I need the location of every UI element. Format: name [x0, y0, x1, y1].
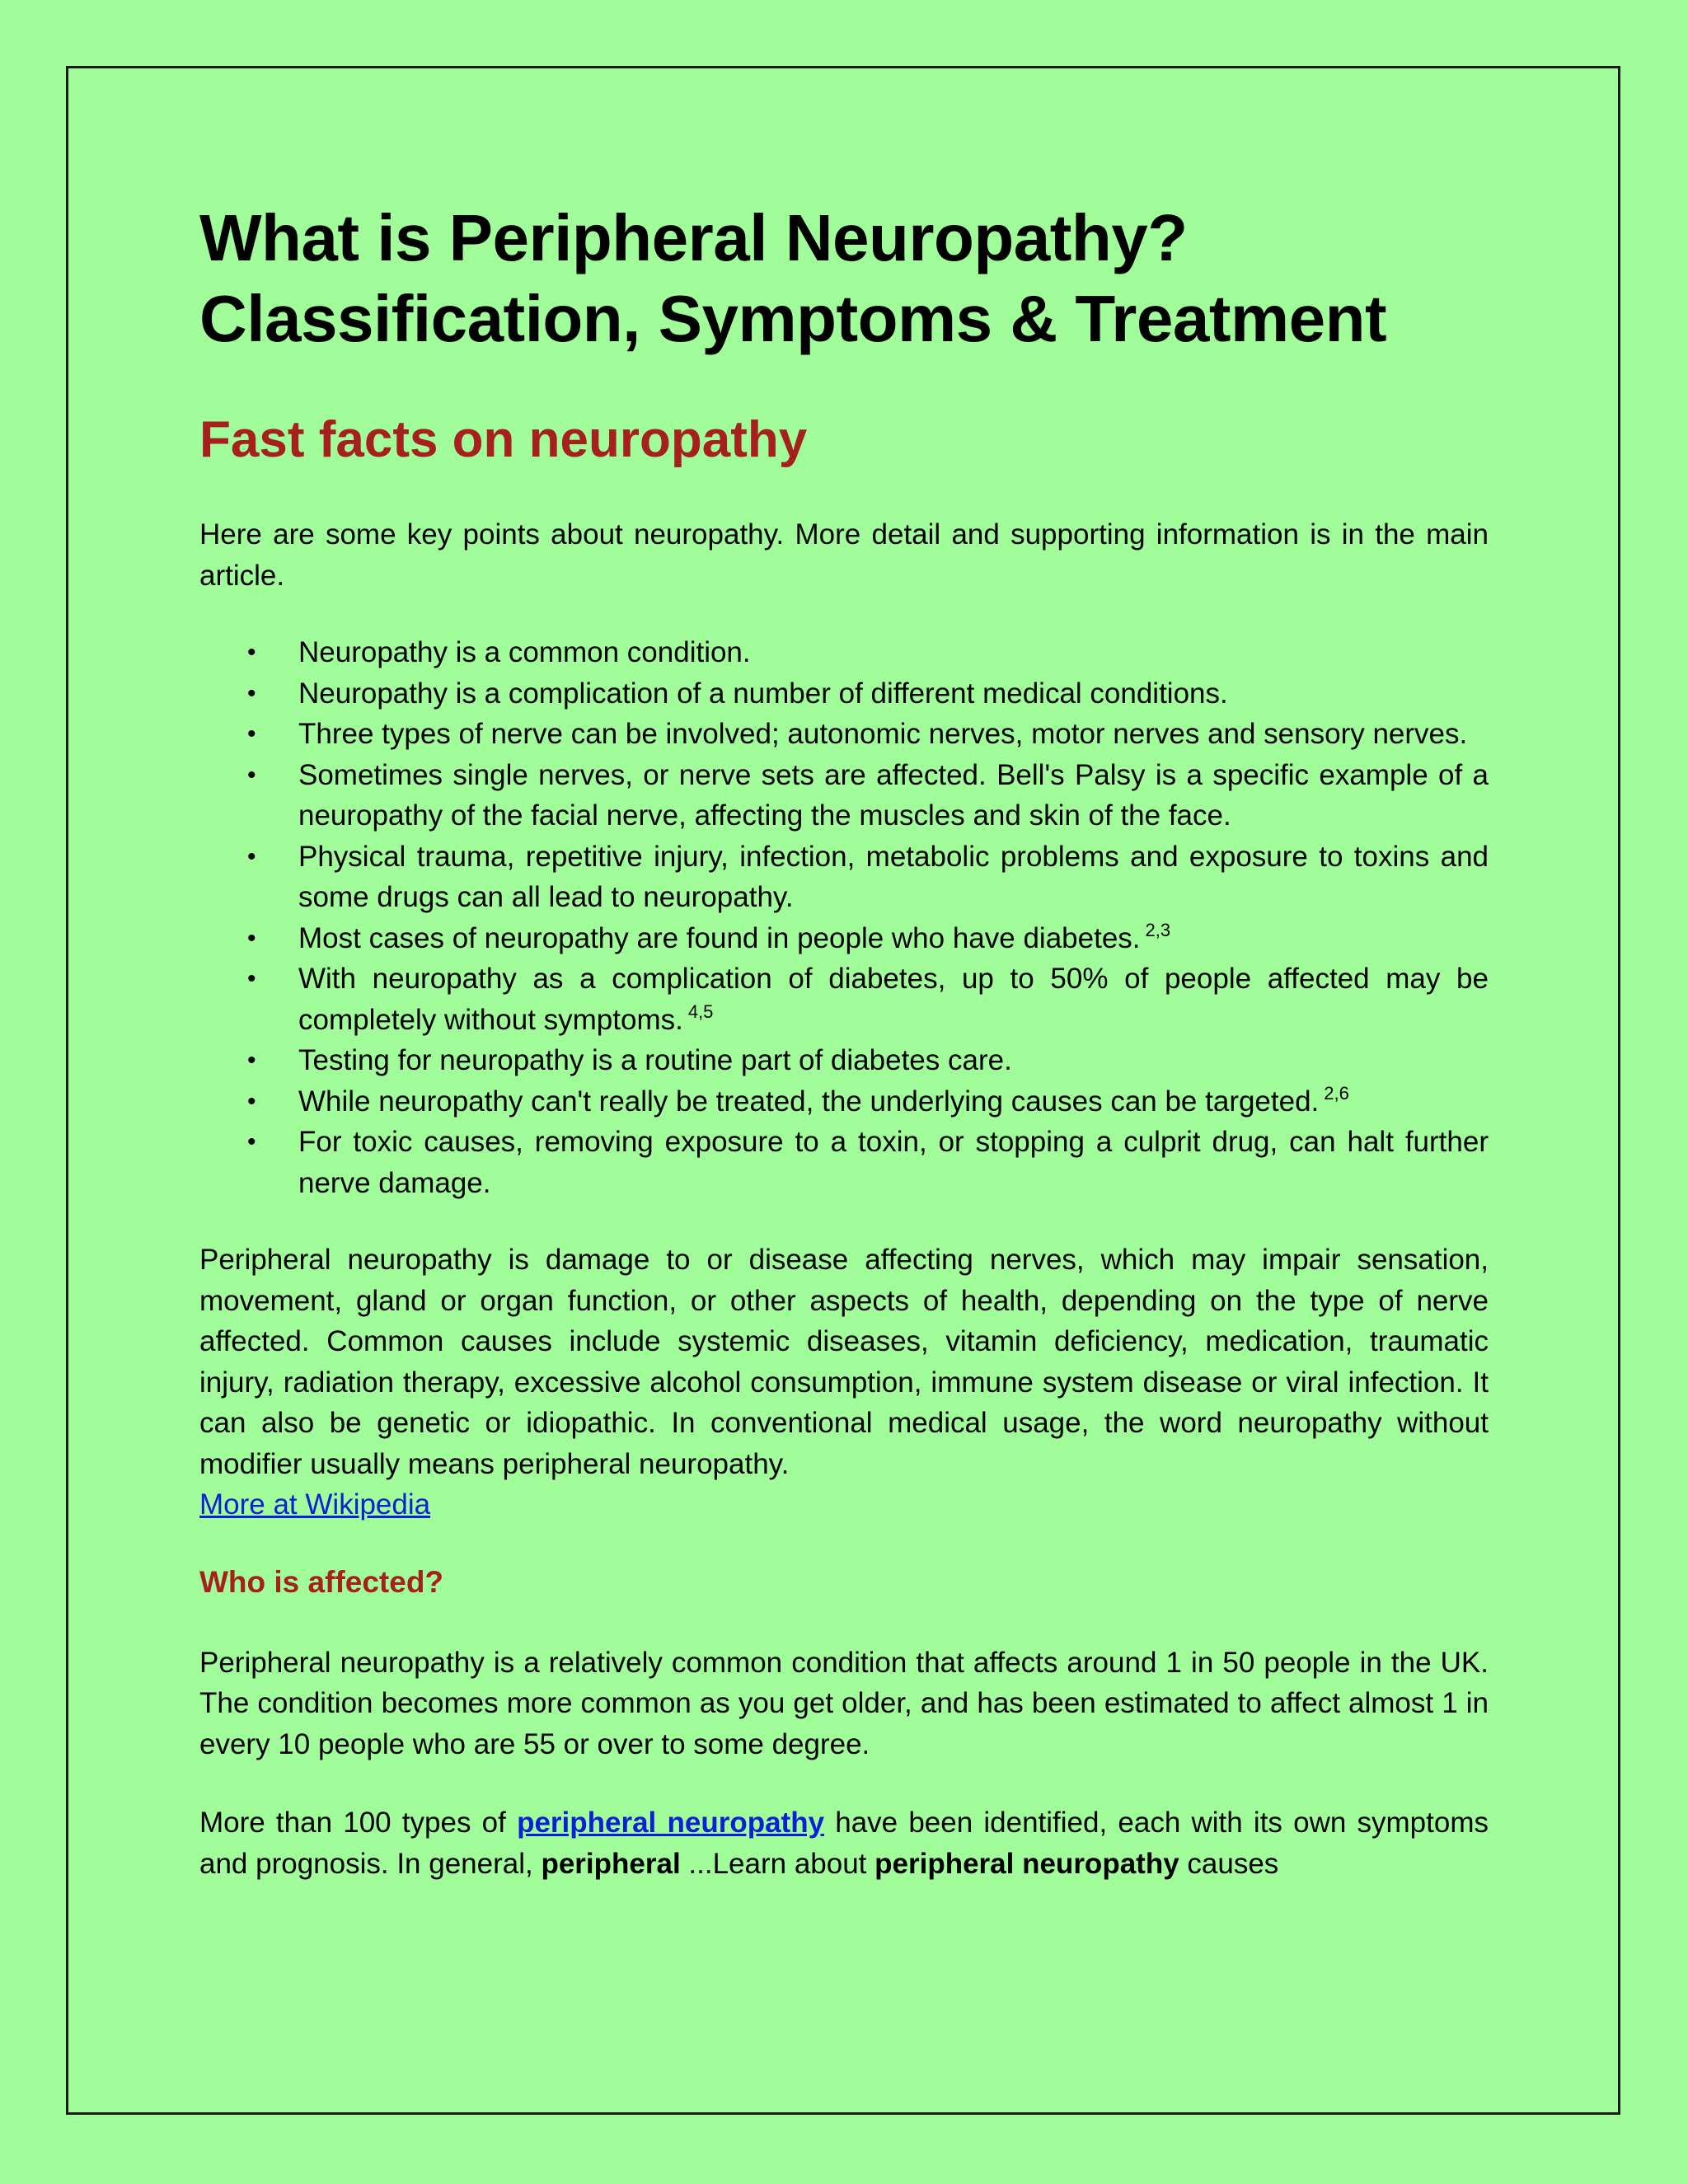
title-line-2: Classification, Symptoms & Treatment	[199, 282, 1387, 355]
list-item: • For toxic causes, removing exposure to a toxin, or stopping a culprit drug, can halt further nerve damage.	[298, 1122, 1489, 1203]
list-item: • Physical trauma, repetitive injury, infection, metabolic problems and exposure to toxins and some drugs can all lead to neuropathy.	[298, 837, 1489, 918]
bullet-icon: •	[247, 924, 256, 952]
list-item: • Sometimes single nerves, or nerve sets are affected. Bell's Palsy is a specific example of a neuropathy of the facial nerve, affecting the muscles and skin of the face.	[298, 755, 1489, 837]
bullet-icon: •	[247, 1128, 256, 1155]
title-line-1: What is Peripheral Neuropathy?	[199, 201, 1188, 274]
types-paragraph: More than 100 types of peripheral neuropathy have been identified, each with its own symptoms and prognosis. In general, peripheral ...Learn about peripheral neuropathy causes	[199, 1807, 1489, 1880]
bullet-icon: •	[247, 679, 256, 707]
list-item: • Neuropathy is a complication of a number of different medical conditions.	[298, 673, 1489, 715]
wikipedia-link[interactable]: More at Wikipedia	[199, 1488, 431, 1521]
peripheral-neuropathy-link[interactable]: peripheral neuropathy	[517, 1807, 825, 1839]
bullet-icon: •	[247, 965, 256, 992]
bullet-icon: •	[247, 1087, 256, 1115]
page-title	[199, 198, 1489, 359]
list-item: • Most cases of neuropathy are found in people who have diabetes. $^{2,3}$	[298, 918, 1489, 959]
list-item: • With neuropathy as a complication of diabetes, up to 50% of people affected may be completely without symptoms. $^{4,5}$	[298, 958, 1489, 1040]
intro-paragraph: Here are some key points about neuropathy. More detail and supporting information is in the main article.	[199, 518, 1489, 592]
who-affected-heading: Who is affected?	[199, 1564, 444, 1599]
definition-paragraph: Peripheral neuropathy is damage to or disease affecting nerves, which may impair sensation, movement, gland or organ function, or other aspects of health, depending on the type of nerve affected. Common causes include systemic diseases, vitamin deficiency, medication, traumatic injury, radiation therapy, excessive alcohol consumption, immune system disease or viral infection. It can also be genetic or idiopathic. In conventional medical usage, the word neuropathy without modifier usually means peripheral neuropathy.	[199, 1244, 1489, 1480]
key-points-list	[199, 632, 1489, 1203]
bullet-icon: •	[247, 1047, 256, 1074]
bullet-icon: •	[247, 842, 256, 870]
citation: 4,5	[687, 1001, 714, 1022]
citation: 2,3	[1145, 919, 1171, 940]
citation: 2,6	[1324, 1082, 1349, 1104]
article-content	[199, 198, 1489, 1884]
list-item: • Testing for neuropathy is a routine part of diabetes care.	[298, 1040, 1489, 1081]
list-item: • While neuropathy can't really be treated, the underlying causes can be targeted. $^{2,6}$	[298, 1081, 1489, 1122]
bold-text: peripheral neuropathy	[874, 1847, 1179, 1880]
bullet-icon: •	[247, 720, 256, 748]
list-item: • Three types of nerve can be involved; autonomic nerves, motor nerves and sensory nerves.	[298, 714, 1489, 755]
who-affected-paragraph: Peripheral neuropathy is a relatively common condition that affects around 1 in 50 people in the UK. The condition becomes more common as you get older, and has been estimated to affect almost 1 in every 10 people who are 55 or over to some degree.	[199, 1646, 1489, 1760]
bold-text: peripheral	[541, 1847, 681, 1880]
bullet-icon: •	[247, 761, 256, 789]
fast-facts-heading: Fast facts on neuropathy	[199, 411, 808, 468]
bullet-icon: •	[247, 639, 256, 666]
list-item: • Neuropathy is a common condition.	[298, 632, 1489, 673]
